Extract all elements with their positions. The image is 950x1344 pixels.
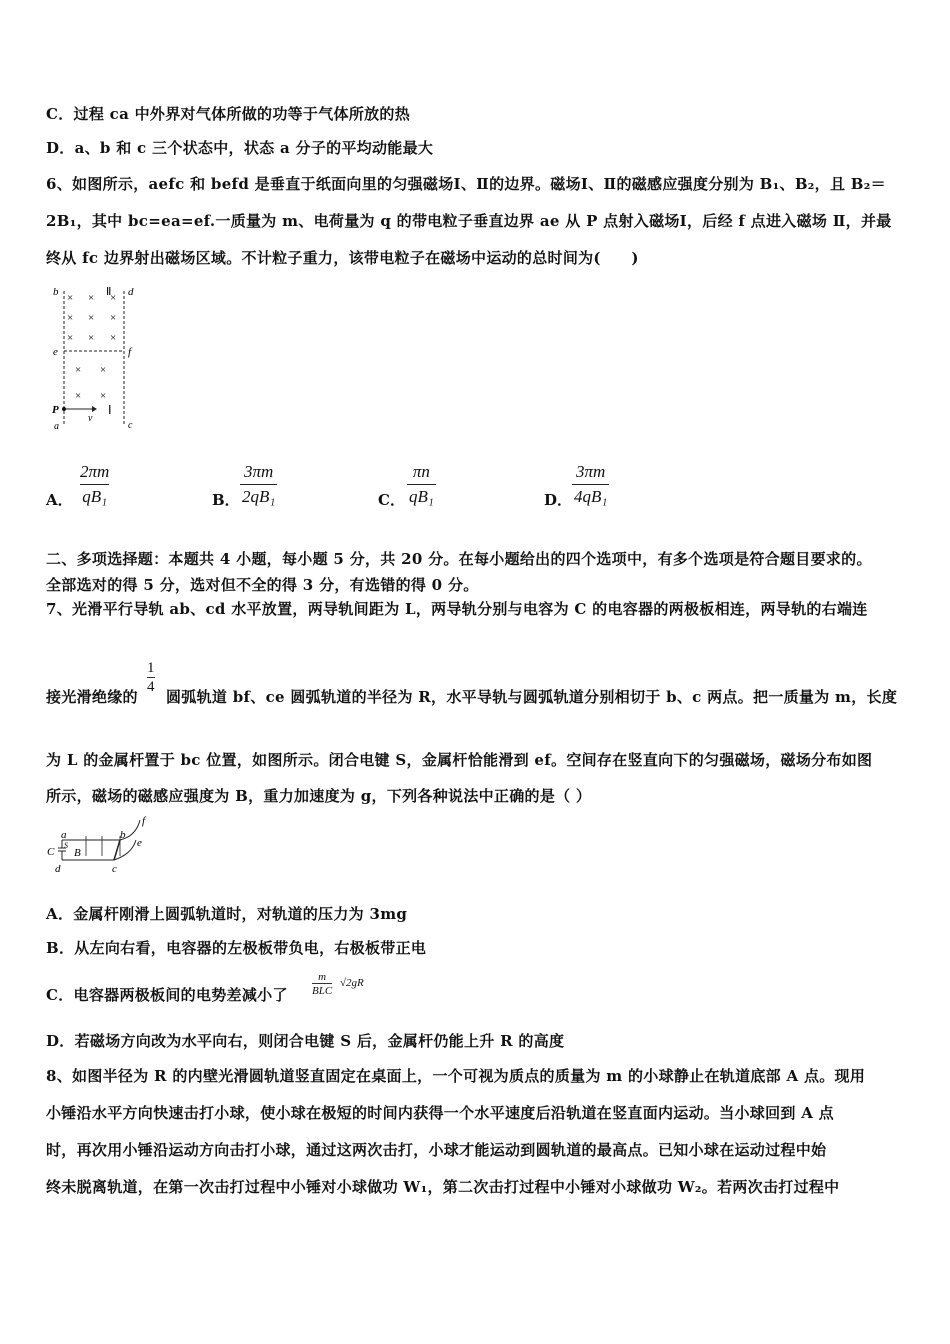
label-c: c (128, 420, 133, 431)
section-two-scoring: 全部选对的得 5 分，选对但不全的得 3 分，有选错的得 0 分。 (46, 576, 479, 594)
cross-mark: × (100, 364, 107, 376)
numerator: 2πm (80, 462, 110, 481)
q7-line2-rest: 圆弧轨道 bf、ce 圆弧轨道的半径为 R，水平导轨与圆弧轨道分别相切于 b、c 两点。把一质量为 m，长度 (166, 688, 898, 706)
label-b: b (120, 829, 126, 841)
label-b: b (53, 286, 59, 298)
label-e: e (137, 837, 142, 849)
numerator: m (318, 971, 327, 983)
q7-option-c[interactable]: C．电容器两极板间的电势差减小了 (46, 986, 288, 1004)
numerator: 1 (147, 660, 155, 676)
label-p: P (52, 404, 59, 416)
q8-line1: 8、如图半径为 R 的内壁光滑圆轨道竖直固定在桌面上，一个可视为质点的质量为 m 的小球静止在轨道底部 A 点。现用 (46, 1067, 866, 1085)
q7-line1: 7、光滑平行导轨 ab、cd 水平放置，两导轨间距为 L，两导轨分别与电容为 C 的电容器的两极板相连，两导轨的右端连 (46, 600, 868, 618)
label-a: a (54, 421, 59, 432)
cross-mark: × (67, 332, 74, 344)
label-a: a (61, 829, 67, 841)
q7-option-b[interactable]: B．从左向右看，电容器的左极板带负电，右极板带正电 (46, 939, 427, 957)
cross-mark: × (75, 390, 82, 402)
label-capacitor-c: C (47, 846, 55, 858)
label-region-i: Ⅰ (108, 403, 112, 417)
q6-option-c-label[interactable]: C． (378, 491, 405, 509)
q6-option-b-fraction (240, 462, 277, 507)
numerator: πn (412, 462, 430, 481)
label-e: e (53, 346, 58, 358)
q6-line3: 终从 fc 边界射出磁场区域。不计粒子重力，该带电粒子在磁场中运动的总时间为( ) (46, 249, 639, 267)
numerator: 3πm (576, 462, 606, 481)
cross-mark: × (88, 332, 95, 344)
denominator: BLC (312, 985, 333, 997)
label-switch-s: S (64, 841, 68, 850)
q6-option-b-label[interactable]: B． (212, 491, 240, 509)
q6-magnetic-field-figure (48, 283, 148, 433)
numerator: 3πm (244, 462, 274, 481)
q7-line3: 为 L 的金属杆置于 bc 位置，如图所示。闭合电键 S，金属杆恰能滑到 ef。空间存在竖直向下的匀强磁场，磁场分布如图 (46, 751, 873, 769)
q7-option-d[interactable]: D．若磁场方向改为水平向右，则闭合电键 S 后，金属杆仍能上升 R 的高度 (46, 1032, 565, 1050)
q6-option-a-label[interactable]: A． (46, 491, 73, 509)
cross-mark: × (110, 292, 117, 304)
option-d-gas: D．a、b 和 c 三个状态中，状态 a 分子的平均动能最大 (46, 139, 434, 157)
q8-line4: 终未脱离轨道，在第一次击打过程中小锤对小球做功 W₁，第二次击打过程中小锤对小球做功 W₂。若两次击打过程中 (46, 1178, 840, 1196)
q6-option-d-label[interactable]: D． (544, 491, 573, 509)
q6-option-c-fraction (407, 462, 436, 507)
q8-line2: 小锤沿水平方向快速击打小球，使小球在极短的时间内获得一个水平速度后沿轨道在竖直面内运动。当小球回到 A 点 (46, 1104, 834, 1122)
cross-mark: × (88, 312, 95, 324)
label-region-ii: Ⅱ (106, 286, 112, 298)
label-d: d (128, 286, 134, 298)
q6-line2: 2B₁，其中 bc=ea=ef.一质量为 m、电荷量为 q 的带电粒子垂直边界 ae 从 P 点射入磁场Ⅰ，后经 f 点进入磁场 Ⅱ，并最 (46, 212, 892, 230)
q6-option-d-fraction (572, 462, 609, 507)
section-two-header: 二、多项选择题：本题共 4 小题，每小题 5 分，共 20 分。在每小题给出的四个选项中，有多个选项是符合题目要求的。 (46, 550, 872, 568)
cross-mark: × (110, 332, 117, 344)
q7-line4: 所示，磁场的磁感应强度为 B，重力加速度为 g，下列各种说法中正确的是（ ） (46, 787, 592, 805)
q6-option-a-fraction (78, 462, 111, 507)
q7-option-c-fraction (312, 971, 332, 997)
q8-line3: 时，再次用小锤沿运动方向击打小球，通过这两次击打，小球才能运动到圆轨道的最高点。已知小球在运动过程中始 (46, 1141, 827, 1159)
cross-mark: × (88, 292, 95, 304)
q7-option-c-sqrt: √2gR (340, 977, 364, 989)
label-v: v (88, 413, 93, 424)
cross-mark: × (110, 312, 117, 324)
denominator: 2qB₁ (240, 484, 277, 507)
q7-line2-prefix: 接光滑绝缘的 (46, 688, 138, 706)
cross-mark: × (100, 390, 107, 402)
cross-mark: × (67, 292, 74, 304)
q6-line1: 6、如图所示，aefc 和 befd 是垂直于纸面向里的匀强磁场Ⅰ、Ⅱ的边界。磁场Ⅰ、Ⅱ的磁感应强度分别为 B₁、B₂，且 B₂＝ (46, 175, 886, 193)
denominator: 4qB₁ (572, 484, 609, 507)
cross-mark: × (75, 364, 82, 376)
option-c-gas: C．过程 ca 中外界对气体所做的功等于气体所放的热 (46, 105, 411, 123)
label-f: f (142, 816, 146, 827)
label-d: d (55, 863, 61, 875)
denominator: 4 (147, 679, 155, 695)
cross-mark: × (67, 312, 74, 324)
label-field-b: B (74, 847, 81, 859)
label-f: f (128, 346, 132, 358)
q7-rail-figure (44, 816, 164, 876)
quarter-fraction (147, 660, 155, 696)
q7-option-a[interactable]: A．金属杆刚滑上圆弧轨道时，对轨道的压力为 3mg (46, 905, 408, 923)
label-c: c (112, 863, 117, 875)
denominator: qB₁ (80, 484, 109, 507)
denominator: qB₁ (407, 484, 436, 507)
